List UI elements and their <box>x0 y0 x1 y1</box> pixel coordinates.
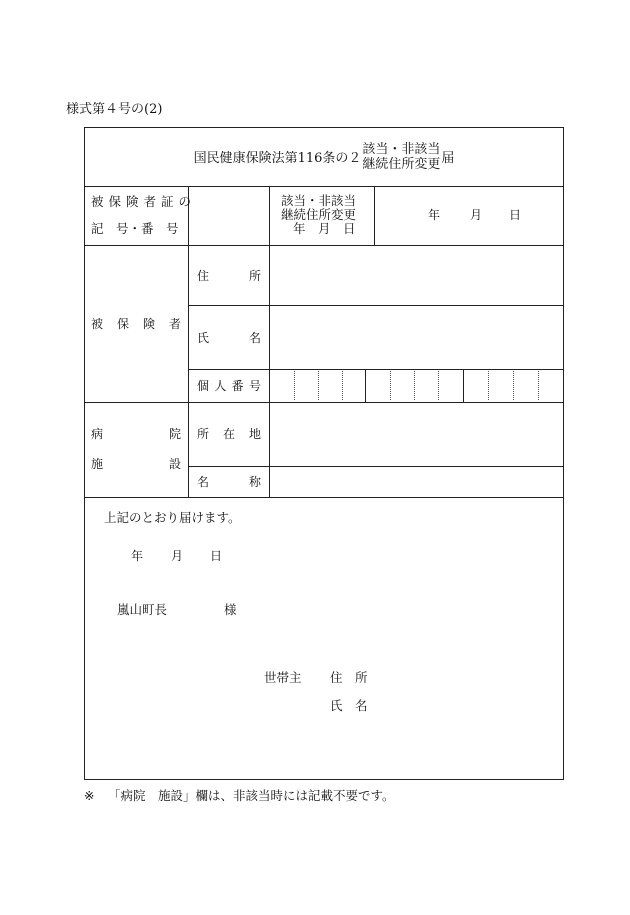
insurance-label-line1: 被保険者証の <box>91 194 197 209</box>
declaration-day: 日 <box>210 549 223 563</box>
note-text: 「病院 施設」欄は、非該当時には記載不要です。 <box>108 788 395 803</box>
addressee: 嵐山町長 <box>117 602 168 617</box>
household-name-label: 氏 名 <box>330 698 368 713</box>
address-label: 住 所 <box>197 269 261 283</box>
change-label-line3: 年 月 日 <box>293 221 356 236</box>
location-field[interactable] <box>270 403 563 465</box>
title-stack <box>362 142 440 172</box>
household-head-label: 世帯主 <box>264 670 302 685</box>
change-date-field[interactable] <box>375 187 563 244</box>
facility-name-label: 名 称 <box>197 475 261 489</box>
title-stack-line1: 該当・非該当 <box>362 141 441 157</box>
change-label-line1: 該当・非該当 <box>281 193 357 208</box>
insurance-label-line2: 記 号・番 号 <box>91 221 179 236</box>
household-address-field[interactable] <box>378 666 558 688</box>
form-title <box>84 127 564 186</box>
insurance-number-cell[interactable] <box>189 187 268 244</box>
hospital-label: 病 院 <box>91 427 181 441</box>
change-date-month: 月 <box>470 208 483 222</box>
title-prefix: 国民健康保険法第116条の２ <box>193 151 362 166</box>
mynumber-field[interactable] <box>270 370 563 401</box>
household-name-field[interactable] <box>378 694 558 716</box>
household-address-label: 住 所 <box>330 670 368 685</box>
change-label-line2: 継続住所変更 <box>281 207 357 222</box>
declaration-month: 月 <box>171 549 184 563</box>
facility-name-field[interactable] <box>270 467 563 496</box>
title-suffix: 届 <box>441 151 455 166</box>
addressee-honorific: 様 <box>224 602 237 617</box>
mynumber-label: 個 人 番 号 <box>197 379 261 393</box>
address-field[interactable] <box>270 246 563 304</box>
form-number: 様式第４号の(2) <box>66 102 163 117</box>
name-label: 氏 名 <box>197 331 261 345</box>
declaration-year: 年 <box>131 549 144 563</box>
facility-label: 施 設 <box>91 457 181 471</box>
title-stack-line2: 継続住所変更 <box>362 156 441 172</box>
location-label: 所 在 地 <box>197 427 261 441</box>
name-field[interactable] <box>270 306 563 368</box>
note-mark: ※ <box>84 788 95 803</box>
declaration-text: 上記のとおり届けます。 <box>104 510 241 525</box>
change-date-year: 年 <box>428 208 441 222</box>
insured-group-label: 被 保 険 者 <box>91 317 181 331</box>
declaration-date[interactable] <box>120 545 230 569</box>
change-date-day: 日 <box>509 208 522 222</box>
